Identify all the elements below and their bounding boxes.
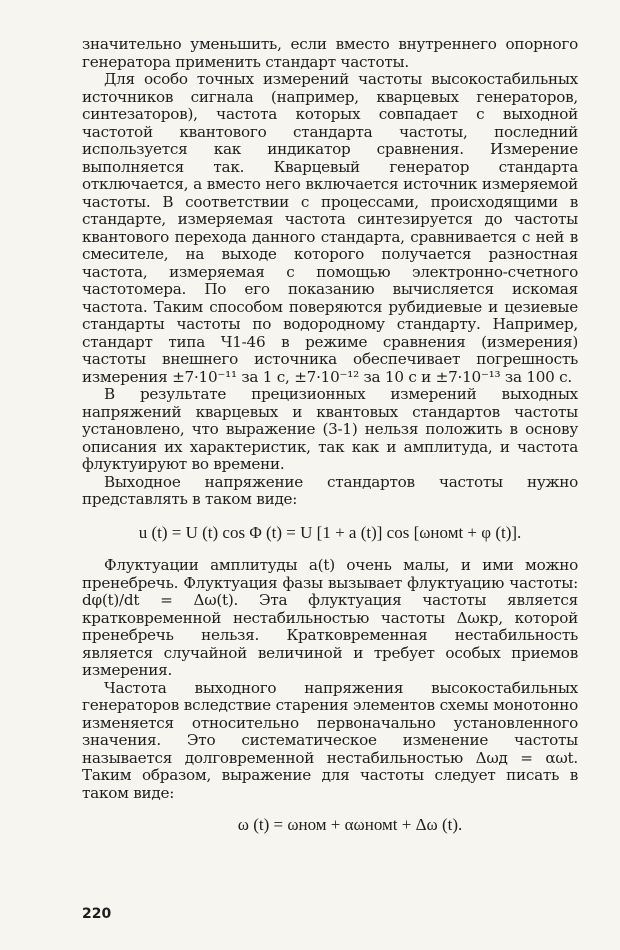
- page-text: [82, 36, 578, 850]
- paragraph-1: значительно уменьшить, если вместо внутреннего опорного генератора применить стандарт частоты.: [82, 35, 578, 71]
- paragraph-2: Для особо точных измерений частоты высокостабильных источников сигнала (например, кварцевых генераторов, синтезаторов), частота которых совпадает с выходной частотой квантового стандарта частоты, последний используется как индикатор сравнения. Измерение выполняется так. Кварцевый генератор стандарта отключается, а вместо него включается источник измеряемой частоты. В соответствии с процессами, происходящими в стандарте, измеряемая частота синтезируется до частоты квантового перехода данного стандарта, сравнивается с ней в смесителе, на выходе которого получается разностная частота, измеряемая с помощью электронно-счетного частотомера. По его показанию вычисляется искомая частота. Таким способом поверяются рубидиевые и цезиевые стандарты частоты по водородному стандарту. Например, стандарт типа Ч1-46 в режиме сравнения (измерения) частоты внешнего источника обеспечивает погрешность измерения ±7·10⁻¹¹ за 1 с, ±7·10⁻¹² за 10 с и ±7·10⁻¹³ за 100 с.: [82, 70, 578, 386]
- page-number: 220: [82, 906, 112, 922]
- paragraph-4: Выходное напряжение стандартов частоты нужно представлять в таком виде:: [82, 472, 578, 508]
- formula-voltage: u (t) = U (t) cos Φ (t) = U [1 + a (t)] cos [ωномt + φ (t)].: [138, 522, 522, 542]
- paragraph-3: В результате прецизионных измерений выходных напряжений кварцевых и квантовых стандартов частоты установлено, что выражение (3-1) нельзя положить в основу описания их характеристик, так как и амплитуда, и частота флуктуируют во времени.: [82, 385, 578, 473]
- paragraph-5: Флуктуации амплитуды a(t) очень малы, и ими можно пренебречь. Флуктуация фазы вызывает флуктуацию частоты: dφ(t)/dt = Δω(t). Эта флуктуация частоты является кратковременной нестабильностью частоты Δωкр, которой пренебречь нельзя. Кратковременная нестабильность является случайной величиной и требует особых приемов измерения.: [82, 556, 578, 679]
- paragraph-6: Частота выходного напряжения высокостабильных генераторов вследствие старения элементов схемы монотонно изменяется относительно первоначально установленного значения. Это систематическое изменение частоты называется долговременной нестабильностью Δωд = αωt. Таким образом, выражение для частоты следует писать в таком виде:: [82, 678, 578, 802]
- formula-frequency: ω (t) = ωном + αωномt + Δω (t).: [237, 815, 463, 834]
